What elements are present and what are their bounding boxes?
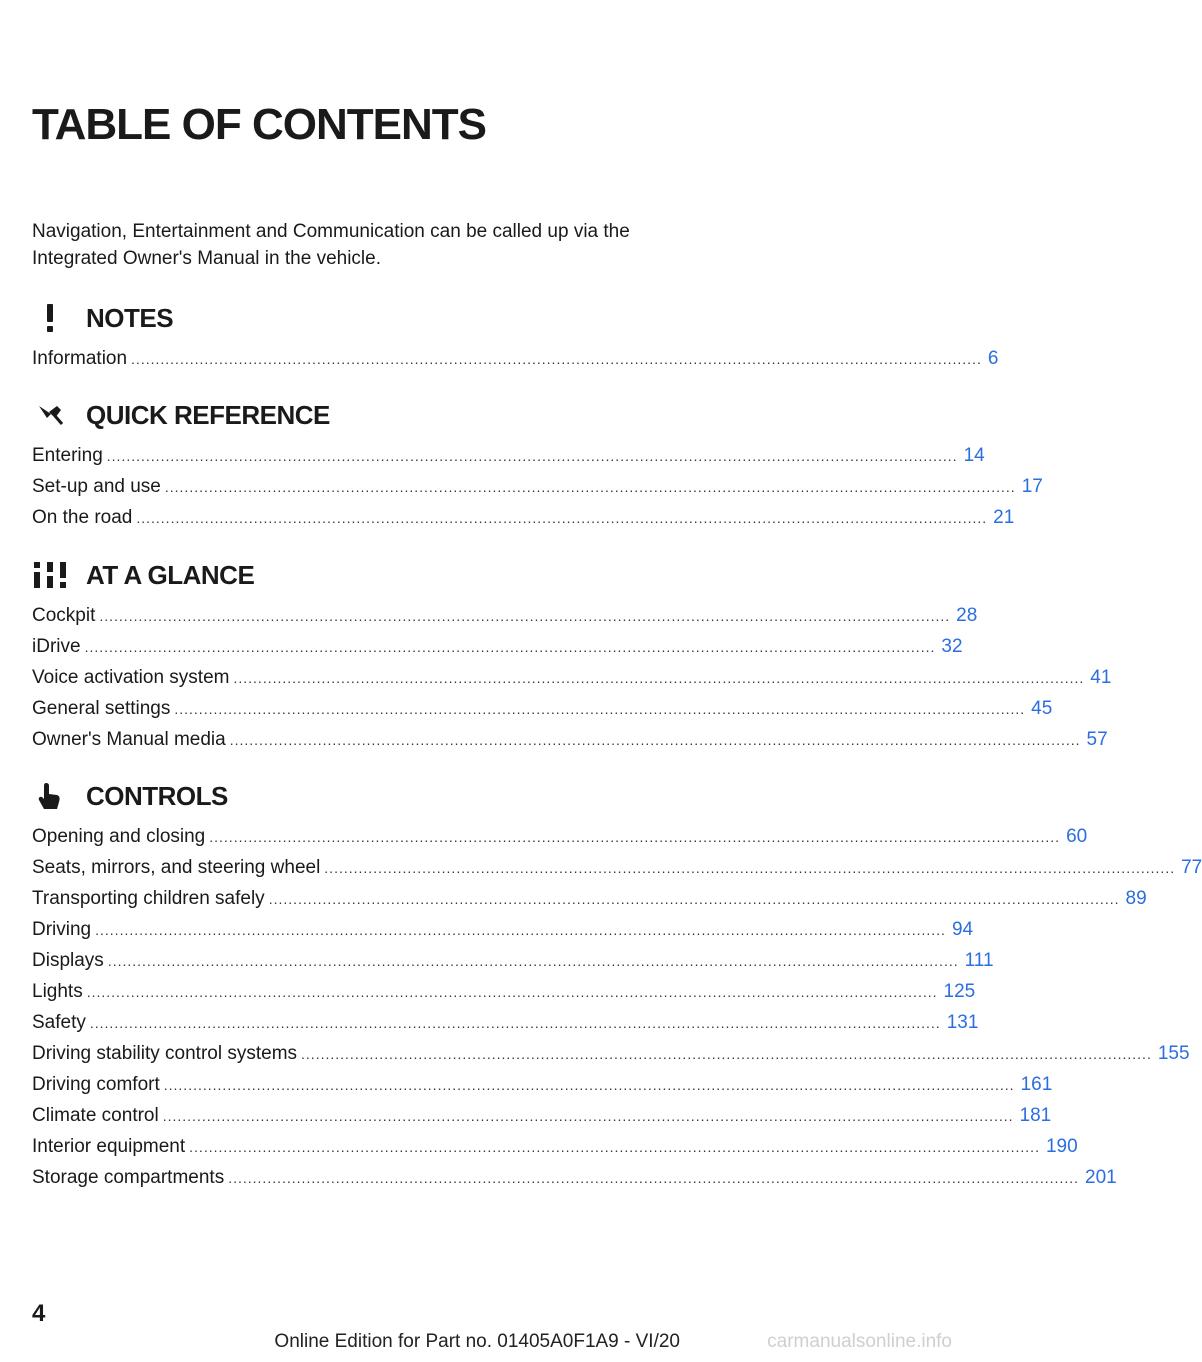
entry-label: Voice activation system — [32, 667, 230, 688]
edition-footer: Online Edition for Part no. 01405A0F1A9 - VI/20 — [274, 1331, 680, 1352]
section-notes — [32, 299, 999, 374]
entry-label: Displays — [32, 950, 104, 971]
dot-leader: .............................................................................................................................................................................. — [229, 732, 1081, 748]
entry-page-link[interactable]: 201 — [1085, 1167, 1117, 1188]
entry-label: Climate control — [32, 1105, 159, 1126]
toc-entry-driving-stability-control-systems[interactable] — [32, 1038, 1190, 1069]
intro-text: Navigation, Entertainment and Communication can be called up via the Integrated Owner's Manual in the vehicle. — [32, 221, 630, 269]
toc-entry-general-settings[interactable] — [32, 693, 1053, 724]
dot-leader: .............................................................................................................................................................................. — [163, 1077, 1015, 1093]
dot-leader: .............................................................................................................................................................................. — [233, 670, 1085, 686]
entry-page-link[interactable]: 161 — [1020, 1074, 1053, 1095]
entry-label: Driving — [32, 919, 92, 940]
pin-icon — [32, 400, 68, 430]
entry-page-link[interactable]: 6 — [987, 348, 999, 369]
toc-entry-climate-control[interactable] — [32, 1100, 1052, 1131]
section-at-a-glance — [32, 556, 1112, 755]
exclamation-icon — [32, 303, 68, 333]
entry-page-link[interactable]: 77 — [1181, 857, 1202, 878]
entry-label: Safety — [32, 1012, 86, 1033]
grid-icon — [32, 560, 68, 590]
dot-leader: .............................................................................................................................................................................. — [228, 1170, 1080, 1186]
section-header — [32, 777, 688, 815]
watermark: carmanualsonline.info — [767, 1331, 952, 1352]
entry-label: Storage compartments — [32, 1167, 225, 1188]
dot-leader: .............................................................................................................................................................................. — [89, 1015, 941, 1031]
dot-leader: .............................................................................................................................................................................. — [106, 448, 958, 464]
entry-label: Opening and closing — [32, 826, 206, 847]
entry-page-link[interactable]: 125 — [943, 981, 976, 1002]
dot-leader: .............................................................................................................................................................................. — [268, 891, 1120, 907]
entry-page-link[interactable]: 32 — [941, 636, 963, 657]
toc-entry-owners-manual-media[interactable] — [32, 724, 1108, 755]
dot-leader: .............................................................................................................................................................................. — [136, 510, 988, 526]
entry-page-link[interactable]: 190 — [1045, 1136, 1078, 1157]
section-header — [32, 299, 688, 337]
dot-leader: .............................................................................................................................................................................. — [301, 1046, 1152, 1062]
toc-entry-seats-mirrors-steering-wheel[interactable] — [32, 852, 1202, 883]
entry-label: On the road — [32, 507, 133, 528]
entry-page-link[interactable]: 41 — [1090, 667, 1112, 688]
section-title: AT A GLANCE — [86, 559, 255, 590]
dot-leader: .............................................................................................................................................................................. — [95, 922, 946, 938]
entry-page-link[interactable]: 89 — [1125, 888, 1147, 909]
entry-page-link[interactable]: 60 — [1066, 826, 1088, 847]
entry-page-link[interactable]: 181 — [1019, 1105, 1052, 1126]
toc-entry-transporting-children-safely[interactable] — [32, 883, 1147, 914]
toc-entry-entering[interactable] — [32, 440, 985, 471]
toc-entry-storage-compartments[interactable] — [32, 1162, 1117, 1193]
dot-leader: .............................................................................................................................................................................. — [86, 984, 938, 1000]
page-title: TABLE OF CONTENTS — [32, 100, 486, 149]
dot-leader: .............................................................................................................................................................................. — [209, 829, 1061, 845]
toc-entry-driving[interactable] — [32, 914, 974, 945]
toc-entry-voice-activation-system[interactable] — [32, 662, 1112, 693]
entry-page-link[interactable]: 17 — [1021, 476, 1043, 497]
toc-entry-opening-and-closing[interactable] — [32, 821, 1088, 852]
dot-leader: .............................................................................................................................................................................. — [174, 701, 1026, 717]
entry-label: Interior equipment — [32, 1136, 186, 1157]
entry-page-link[interactable]: 155 — [1157, 1043, 1190, 1064]
entry-page-link[interactable]: 21 — [993, 507, 1015, 528]
toc-entry-cockpit[interactable] — [32, 600, 978, 631]
entry-label: General settings — [32, 698, 171, 719]
entry-label: Information — [32, 348, 128, 369]
entry-page-link[interactable]: 45 — [1031, 698, 1053, 719]
toc-entry-idrive[interactable] — [32, 631, 963, 662]
section-title: CONTROLS — [86, 780, 228, 811]
entry-label: Driving comfort — [32, 1074, 160, 1095]
entry-label: Seats, mirrors, and steering wheel — [32, 857, 321, 878]
section-controls — [32, 777, 1202, 1193]
dot-leader: .............................................................................................................................................................................. — [162, 1108, 1014, 1124]
section-title: NOTES — [86, 302, 174, 333]
entry-label: Owner's Manual media — [32, 729, 226, 750]
section-title: QUICK REFERENCE — [86, 399, 330, 430]
toc-entry-set-up-and-use[interactable] — [32, 471, 1043, 502]
entry-label: Driving stability control systems — [32, 1043, 298, 1064]
toc-entry-interior-equipment[interactable] — [32, 1131, 1078, 1162]
entry-label: Entering — [32, 445, 103, 466]
entry-label: Transporting children safely — [32, 888, 265, 909]
entry-label: Set-up and use — [32, 476, 161, 497]
entry-page-link[interactable]: 94 — [951, 919, 974, 940]
section-header — [32, 396, 688, 434]
dot-leader: .............................................................................................................................................................................. — [107, 953, 959, 969]
toc-entry-driving-comfort[interactable] — [32, 1069, 1053, 1100]
toc-entry-lights[interactable] — [32, 976, 976, 1007]
entry-page-link[interactable]: 28 — [956, 605, 978, 626]
toc-entry-on-the-road[interactable] — [32, 502, 1015, 533]
entry-page-link[interactable]: 57 — [1086, 729, 1108, 750]
dot-leader: .............................................................................................................................................................................. — [189, 1139, 1040, 1155]
toc-entry-displays[interactable] — [32, 945, 994, 976]
hand-pointer-icon — [32, 781, 68, 811]
dot-leader: .............................................................................................................................................................................. — [131, 351, 982, 367]
dot-leader: .............................................................................................................................................................................. — [99, 608, 951, 624]
entry-page-link[interactable]: 131 — [946, 1012, 979, 1033]
toc-entry-safety[interactable] — [32, 1007, 979, 1038]
entry-page-link[interactable]: 14 — [963, 445, 985, 466]
dot-leader: .............................................................................................................................................................................. — [84, 639, 936, 655]
section-quick-reference — [32, 396, 1043, 533]
section-header — [32, 556, 688, 594]
dot-leader: .............................................................................................................................................................................. — [164, 479, 1016, 495]
toc-entry-information[interactable] — [32, 343, 999, 374]
entry-label: Lights — [32, 981, 83, 1002]
page-number: 4 — [32, 1300, 46, 1327]
entry-label: Cockpit — [32, 605, 96, 626]
entry-page-link[interactable]: 111 — [964, 950, 994, 971]
dot-leader: .............................................................................................................................................................................. — [324, 860, 1176, 876]
entry-label: iDrive — [32, 636, 81, 657]
